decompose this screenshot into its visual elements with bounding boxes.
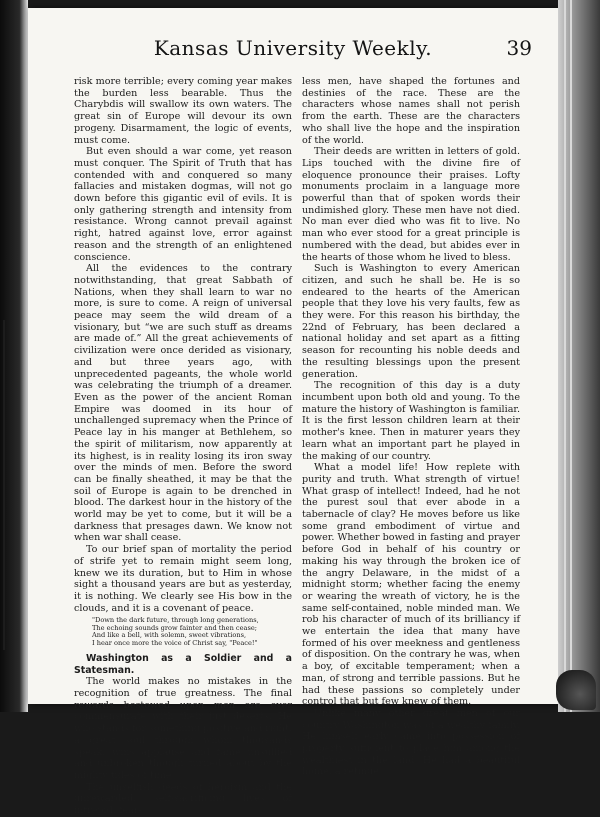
poem-quote <box>92 617 292 647</box>
paragraph: Unlike many other great men of our country Washington was of a wealthy family. He himself early came into possession of property sufficient to place him among the wealthiest in the land. He had a beautiful home, a retinue <box>302 707 520 778</box>
paragraph: The world makes no mistakes in the recognition of true greatness. The final rewards bestowed upon men are ever commensurate with their just deserts. He who stands for something positive and right, a great soul through whom thousands speak, wins applause and fame unsullied and unbroken though turned about by the mighty tides of time. <box>74 676 292 781</box>
paragraph: risk more terrible; every coming year makes the burden less bearable. Thus the Charybdis will swallow its own waters. The great sin of Europe will devour its own progeny. Disarmament, the logic of events, must come. <box>74 76 292 146</box>
running-title: Kansas University Weekly. <box>153 36 433 60</box>
paragraph: Such is Washington to every American citizen, and such he shall be. He is so endeared to the hearts of the American people that they love his very faults, few as they were. For this reason his birthday, the 22nd of February, has been declared a national holiday and set apart as a fitting season for recounting his noble deeds and the resulting blessings upon the present generation. <box>302 263 520 380</box>
poem-line: I hear once more the voice of Christ say, "Peace!" <box>92 638 258 647</box>
paragraph: To our brief span of mortality the period of strife yet to remain might seem long, knew we its duration, but to Him in whose sight a thousand years are but as yesterday, it is nothing. We clearly see His bow in the clouds, and it is a covenant of peace. <box>74 544 292 614</box>
document-page <box>28 8 558 817</box>
thumb-shadow <box>556 670 596 710</box>
paragraph: But even should a war come, yet reason must conquer. The Spirit of Truth that has contended with and conquered so many fallacies and mistaken dogmas, will not go down before this gigantic evil of evils. It is only gathering strength and intensity from resistance. Wrong cannot prevail against right, hatred against love, error against reason and the strength of an enlightened conscience. <box>74 146 292 263</box>
binding-shadow <box>3 320 5 650</box>
page-header <box>28 36 558 66</box>
adjacent-page-edge <box>0 0 28 712</box>
paragraph: The unselfish deeds of heroism and the unrewarded, self-sacrificing lives of intrepid, fear- <box>74 781 292 817</box>
page-number: 39 <box>506 36 532 60</box>
book-edge <box>558 0 600 712</box>
poem-line: The echoing sounds grow fainter and then cease; <box>92 623 257 632</box>
paragraph: less men, have shaped the fortunes and destinies of the race. These are the characters whose names shall not perish from the earth. These are the characters who shall live the hope and the inspiration of the world. <box>302 76 520 146</box>
poem-line: "Down the dark future, through long generations, <box>92 616 259 625</box>
section-heading: Washington as a Soldier and a Statesman. <box>74 652 292 676</box>
paragraph: All the evidences to the contrary notwithstanding, that great Sabbath of Nations, when they shall learn to war no more, is sure to come. A reign of universal peace may seem the wild dream of a visionary, but “we are such stuff as dreams are made of.” All the great achievements of civilization were once derided as visionary, and but three years ago, with unprecedented pageants, the whole world was celebrating the triumph of a dreamer. Even as the power of the ancient Roman Empire was doomed in its hour of unchallenged supremacy when the Prince of Peace lay in his manger at Bethlehem, so the spirit of militarism, now apparently at its highest, is in reality losing its iron sway over the minds of men. Before the sword can be finally sheathed, it may be that the soil of Europe is again to be drenched in blood. The darkest hour in the history of the world may be yet to come, but it will be a darkness that presages dawn. We know not when war shall cease. <box>74 263 292 544</box>
left-column <box>74 76 292 817</box>
poem-line: And like a bell, with solemn, sweet vibrations, <box>92 631 247 640</box>
right-column <box>302 76 520 778</box>
paragraph: The recognition of this day is a duty incumbent upon both old and young. To the mature the history of Washington is familiar. It is the first lesson children learn at their mother's knee. Then in maturer years they learn what an important part he played in the making of our country. <box>302 380 520 462</box>
paragraph: Their deeds are written in letters of gold. Lips touched with the divine fire of eloquence pronounce their praises. Lofty monuments proclaim in a language more powerful than that of spoken words their undimished glory. These men have not died. No man ever died who was fit to live. No man who ever stood for a great principle is numbered with the dead, but abides ever in the hearts of those whom he lived to bless. <box>302 146 520 263</box>
paragraph: What a model life! How replete with purity and truth. What strength of virtue! What grasp of intellect! Indeed, had he not the purest soul that ever abode in a tabernacle of clay? He moves before us like some grand embodiment of virtue and power. Whether bowed in fasting and prayer before God in behalf of his country or making his way through the broken ice of the angry Delaware, in the midst of a midnight storm; whether facing the enemy or wearing the wreath of victory, he is the same self-contained, noble minded man. We rob his character of much of its brilliancy if we entertain the idea that many have formed of his over meekness and gentleness of disposition. On the contrary he was, when a boy, of excitable temperament; when a man, of strong and terrible passions. But he had these passions so completely under control that but few knew of them. <box>302 462 520 708</box>
